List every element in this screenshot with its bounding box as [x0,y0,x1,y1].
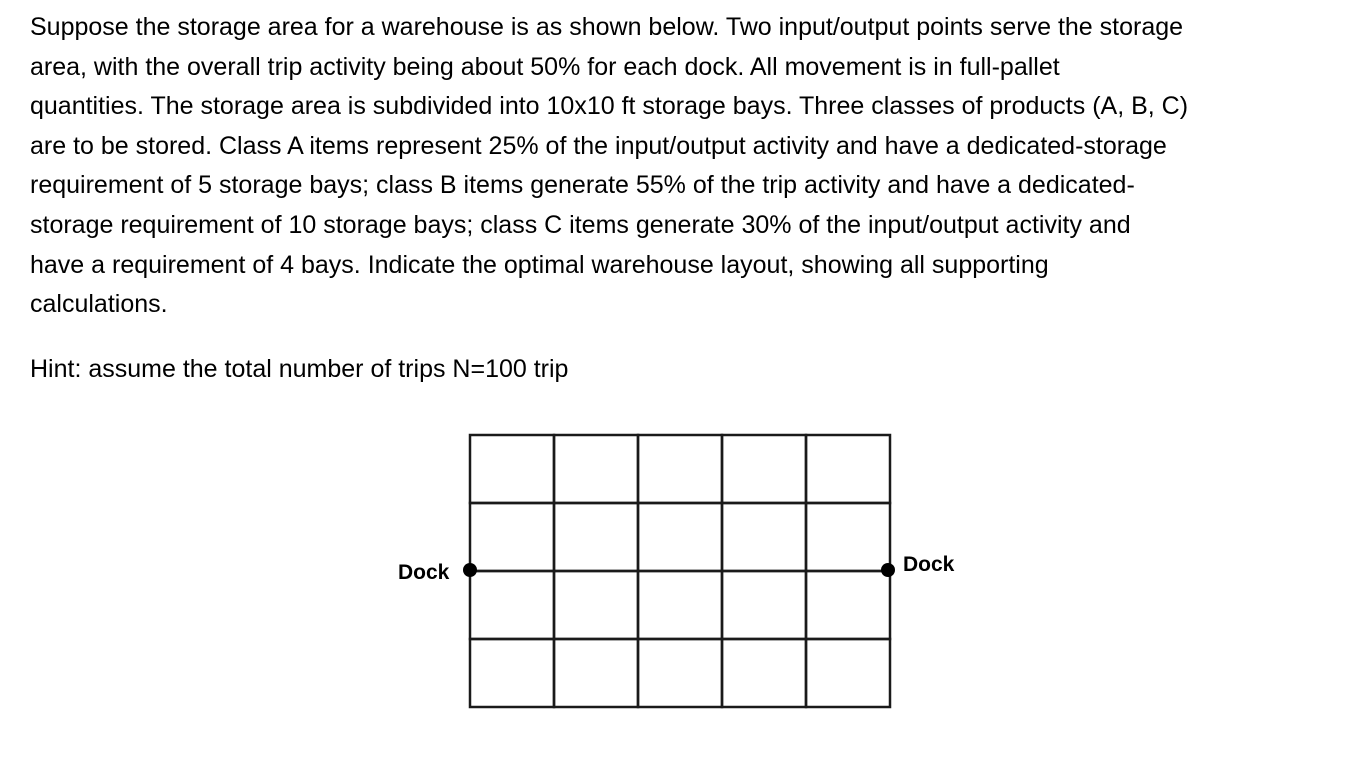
storage-bay [722,571,806,639]
storage-bay [722,435,806,503]
problem-line: area, with the overall trip activity being about 50% for each dock. All movement is in full-pallet [30,52,1060,81]
storage-bay [722,639,806,707]
storage-bay [638,571,722,639]
storage-bay-grid [470,435,890,707]
problem-line: quantities. The storage area is subdivided into 10x10 ft storage bays. Three classes of products (A, B, C) [30,92,1189,121]
problem-line: are to be stored. Class A items represent 25% of the input/output activity and have a dedicated-storage [30,131,1167,160]
storage-bay [470,503,554,571]
storage-bay [554,435,638,503]
right-dock-label: Dock [903,553,955,576]
storage-bay [470,639,554,707]
storage-bay [554,639,638,707]
storage-bay [554,571,638,639]
storage-bay [806,571,890,639]
storage-bay [638,435,722,503]
problem-line: Suppose the storage area for a warehouse is as shown below. Two input/output points serve the storage [30,13,1184,41]
storage-bay [554,503,638,571]
storage-bay [638,639,722,707]
storage-bay [470,571,554,639]
problem-line: requirement of 5 storage bays; class B items generate 55% of the trip activity and have a dedicated- [30,171,1135,200]
problem-line: calculations. [30,290,168,319]
storage-bay [806,639,890,707]
problem-line: have a requirement of 4 bays. Indicate the optimal warehouse layout, showing all supporting [30,250,1049,279]
left-dock-label: Dock [398,561,450,584]
hint-text: Hint: assume the total number of trips N=100 trip [30,355,569,383]
left-dock-point [463,563,477,577]
problem-line: storage requirement of 10 storage bays; class C items generate 30% of the input/output activity and [30,210,1131,239]
storage-bay [722,503,806,571]
right-dock-point [881,563,895,577]
storage-bay [470,435,554,503]
storage-bay [806,503,890,571]
storage-bay [806,435,890,503]
storage-bay [638,503,722,571]
